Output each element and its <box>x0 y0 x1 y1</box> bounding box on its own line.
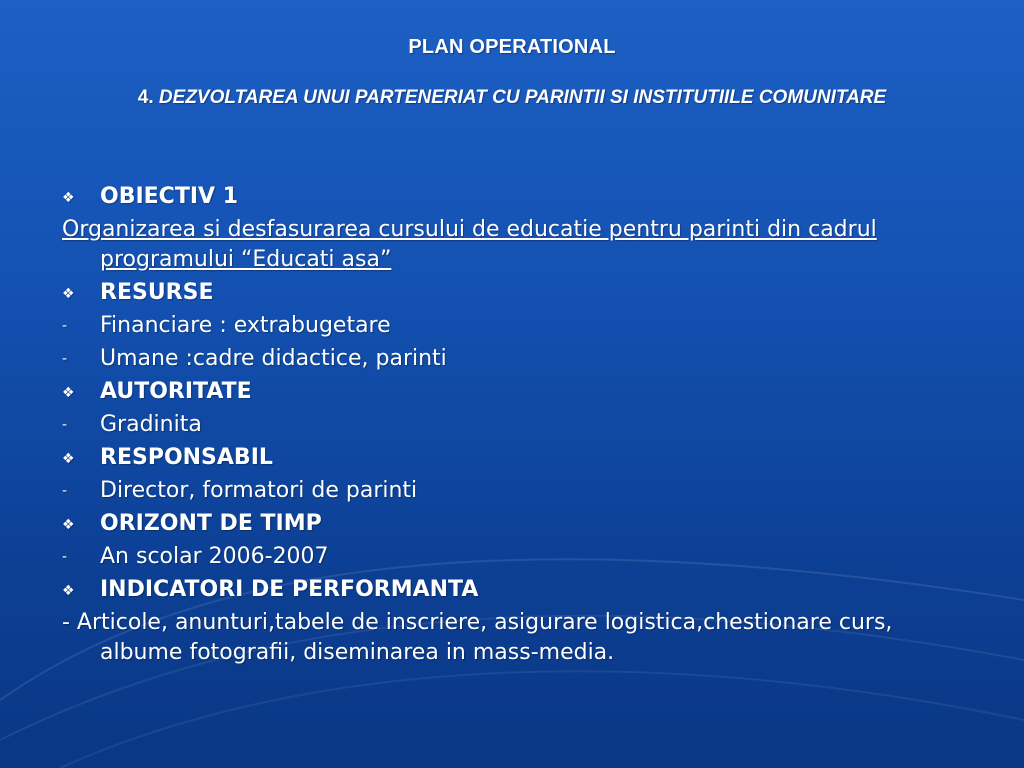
item-text: ORIZONT DE TIMP <box>100 511 322 536</box>
diamond-bullet-icon: ❖ <box>62 517 75 533</box>
list-item <box>62 476 962 506</box>
section-heading <box>62 377 962 407</box>
diamond-bullet-icon: ❖ <box>62 286 75 302</box>
diamond-bullet-icon: ❖ <box>62 583 75 599</box>
item-text: INDICATORI DE PERFORMANTA <box>100 577 479 602</box>
section-heading <box>62 575 962 605</box>
item-text: AUTORITATE <box>100 379 252 404</box>
section-heading <box>62 182 962 212</box>
slide-content <box>62 182 962 671</box>
item-text: Umane :cadre didactice, parinti <box>100 346 447 371</box>
indicator-description <box>62 608 962 668</box>
subtitle-text: DEZVOLTAREA UNUI PARTENERIAT CU PARINTII SI INSTITUTIILE COMUNITARE <box>158 87 887 108</box>
item-text: OBIECTIV 1 <box>100 184 239 209</box>
item-text: Gradinita <box>100 412 202 437</box>
section-heading <box>62 509 962 539</box>
item-text: RESURSE <box>100 280 214 305</box>
item-text: - Articole, anunturi,tabele de inscriere, asigurare logistica,chestionare curs, albume fotografii, diseminarea in mass-media. <box>62 610 893 665</box>
item-text: An scolar 2006-2007 <box>100 544 329 569</box>
list-item <box>62 410 962 440</box>
section-heading <box>62 443 962 473</box>
diamond-bullet-icon: ❖ <box>62 385 75 401</box>
objective-description <box>62 215 962 275</box>
item-text: RESPONSABIL <box>100 445 273 470</box>
dash-bullet-icon: - <box>62 483 68 499</box>
list-item <box>62 344 962 374</box>
dash-bullet-icon: - <box>62 351 68 367</box>
diamond-bullet-icon: ❖ <box>62 451 75 467</box>
slide-title: PLAN OPERATIONAL <box>408 36 616 58</box>
list-item <box>62 542 962 572</box>
title-block <box>0 36 1024 109</box>
item-text: Financiare : extrabugetare <box>100 313 391 338</box>
item-text: Organizarea si desfasurarea cursului de educatie pentru parinti din cadrul programului “Educati asa” <box>62 217 877 272</box>
dash-bullet-icon: - <box>62 417 68 433</box>
list-item <box>62 311 962 341</box>
section-heading <box>62 278 962 308</box>
subtitle-number: 4. <box>137 87 154 108</box>
dash-bullet-icon: - <box>62 549 68 565</box>
dash-bullet-icon: - <box>62 318 68 334</box>
item-text: Director, formatori de parinti <box>100 478 418 503</box>
diamond-bullet-icon: ❖ <box>62 190 75 206</box>
slide-subtitle <box>0 87 1024 109</box>
